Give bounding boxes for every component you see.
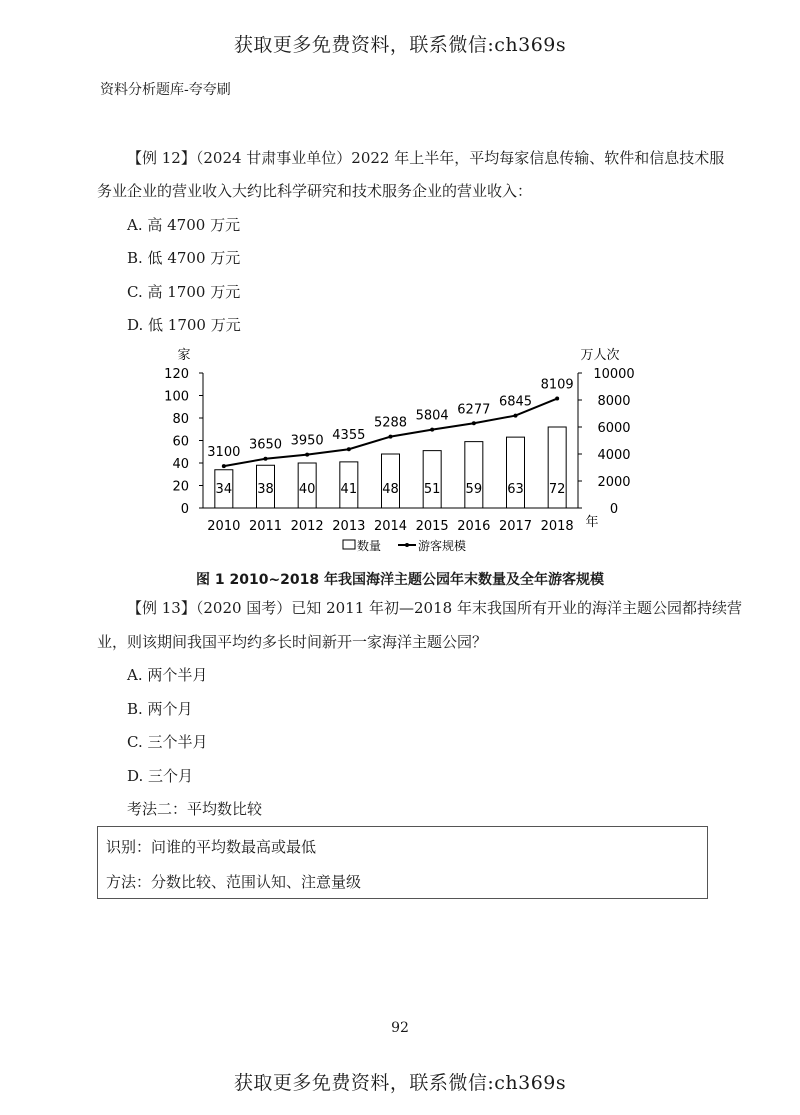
example13-question-line2: 业，则该期间我国平均约多长时间新开一家海洋主题公园？ <box>97 633 488 651</box>
example12-option-b: B. 低 4700 万元 <box>127 249 241 267</box>
bar-2015 <box>423 451 441 508</box>
left-tick-label: 20 <box>172 479 189 495</box>
bar-label-2012: 40 <box>298 482 316 497</box>
bar-2014 <box>382 454 400 508</box>
x-tick-label: 2012 <box>290 519 324 534</box>
bar-label-2010: 34 <box>215 482 233 497</box>
visitor-label-2016: 6277 <box>457 402 491 418</box>
visitor-point-2013 <box>347 447 351 451</box>
example12-option-a: A. 高 4700 万元 <box>127 216 241 234</box>
legend-bar-swatch <box>343 540 355 549</box>
left-tick-label: 0 <box>180 502 189 517</box>
info-method: 方法：分数比较、范围认知、注意量级 <box>106 873 362 891</box>
example12-question-line2: 务业企业的营业收入大约比科学研究和技术服务企业的营业收入： <box>97 182 533 200</box>
visitor-label-2011: 3650 <box>248 437 283 453</box>
visitor-point-2018 <box>555 397 559 401</box>
left-tick-label: 100 <box>164 389 189 405</box>
example13-option-b: B. 两个月 <box>127 700 193 718</box>
bar-2017 <box>507 437 525 508</box>
visitor-label-2018: 8109 <box>540 377 574 393</box>
x-tick-label: 2015 <box>415 519 449 534</box>
right-tick-label: 6000 <box>597 421 631 436</box>
left-tick-label: 60 <box>172 434 189 450</box>
x-axis-unit: 年 <box>585 515 599 530</box>
right-tick-label: 8000 <box>597 394 631 409</box>
example12-option-d: D. 低 1700 万元 <box>127 316 241 334</box>
left-tick-label: 80 <box>172 412 189 427</box>
bar-label-2016: 59 <box>465 482 483 497</box>
bottom-banner: 获取更多免费资料，联系微信:ch369s <box>233 1072 567 1094</box>
legend-line-marker <box>405 543 409 547</box>
page-number: 92 <box>391 1020 409 1036</box>
visitor-label-2012: 3950 <box>290 433 324 449</box>
x-tick-label: 2017 <box>498 519 533 534</box>
visitor-label-2013: 4355 <box>332 428 366 444</box>
right-tick-label: 10000 <box>593 367 635 382</box>
visitor-label-2014: 5288 <box>373 415 408 431</box>
method-heading: 考法二：平均数比较 <box>127 800 263 818</box>
right-axis-unit: 万人次 <box>580 348 620 363</box>
bar-label-2018: 72 <box>548 482 566 497</box>
left-tick-label: 120 <box>164 367 189 382</box>
x-tick-label: 2011 <box>248 519 283 534</box>
example13-question-line1: 【例 13】（2020 国考）已知 2011 年初—2018 年末我国所有开业的海洋主题公园都持续营 <box>127 599 742 617</box>
x-tick-label: 2018 <box>540 519 574 534</box>
figure-caption: 图 1 2010~2018 年我国海洋主题公园年末数量及全年游客规模 <box>195 572 605 588</box>
example13-option-a: A. 两个半月 <box>127 666 208 684</box>
legend-bar-label: 数量 <box>357 539 382 553</box>
visitor-point-2010 <box>222 464 226 468</box>
x-tick-label: 2010 <box>207 519 241 534</box>
legend-line-label: 游客规模 <box>418 539 467 553</box>
right-tick-label: 4000 <box>597 448 631 463</box>
example13-option-d: D. 三个月 <box>127 767 194 785</box>
bar-label-2014: 48 <box>382 482 399 497</box>
right-tick-label: 0 <box>609 502 619 517</box>
left-axis-unit: 家 <box>177 348 191 363</box>
left-tick-label: 40 <box>172 457 189 472</box>
x-tick-label: 2013 <box>332 519 366 534</box>
visitor-point-2017 <box>514 414 518 418</box>
info-identify: 识别：问谁的平均数最高或最低 <box>106 838 317 856</box>
visitor-label-2010: 3100 <box>207 445 241 461</box>
x-tick-label: 2016 <box>457 519 491 534</box>
example12-question-line1: 【例 12】（2024 甘肃事业单位）2022 年上半年，平均每家信息传输、软件和信息技术服 <box>127 149 725 167</box>
visitor-point-2012 <box>305 453 309 457</box>
info-box <box>97 826 708 899</box>
example13-option-c: C. 三个半月 <box>127 733 208 751</box>
visitor-point-2015 <box>430 428 434 432</box>
visitor-point-2014 <box>389 435 393 439</box>
visitor-label-2015: 5804 <box>415 408 449 424</box>
x-tick-label: 2014 <box>373 519 408 534</box>
visitor-label-2017: 6845 <box>498 394 533 410</box>
bar-label-2011: 38 <box>257 482 274 497</box>
visitor-point-2016 <box>472 421 476 425</box>
right-tick-label: 2000 <box>597 475 631 490</box>
bar-2016 <box>465 442 483 508</box>
doc-subtitle: 资料分析题库-夸夸刷 <box>100 82 231 98</box>
bar-label-2017: 63 <box>507 482 524 497</box>
example12-option-c: C. 高 1700 万元 <box>127 283 241 301</box>
visitor-point-2011 <box>264 457 268 461</box>
top-banner: 获取更多免费资料，联系微信:ch369s <box>233 34 567 56</box>
bar-label-2015: 51 <box>423 482 441 497</box>
bar-label-2013: 41 <box>340 482 358 497</box>
